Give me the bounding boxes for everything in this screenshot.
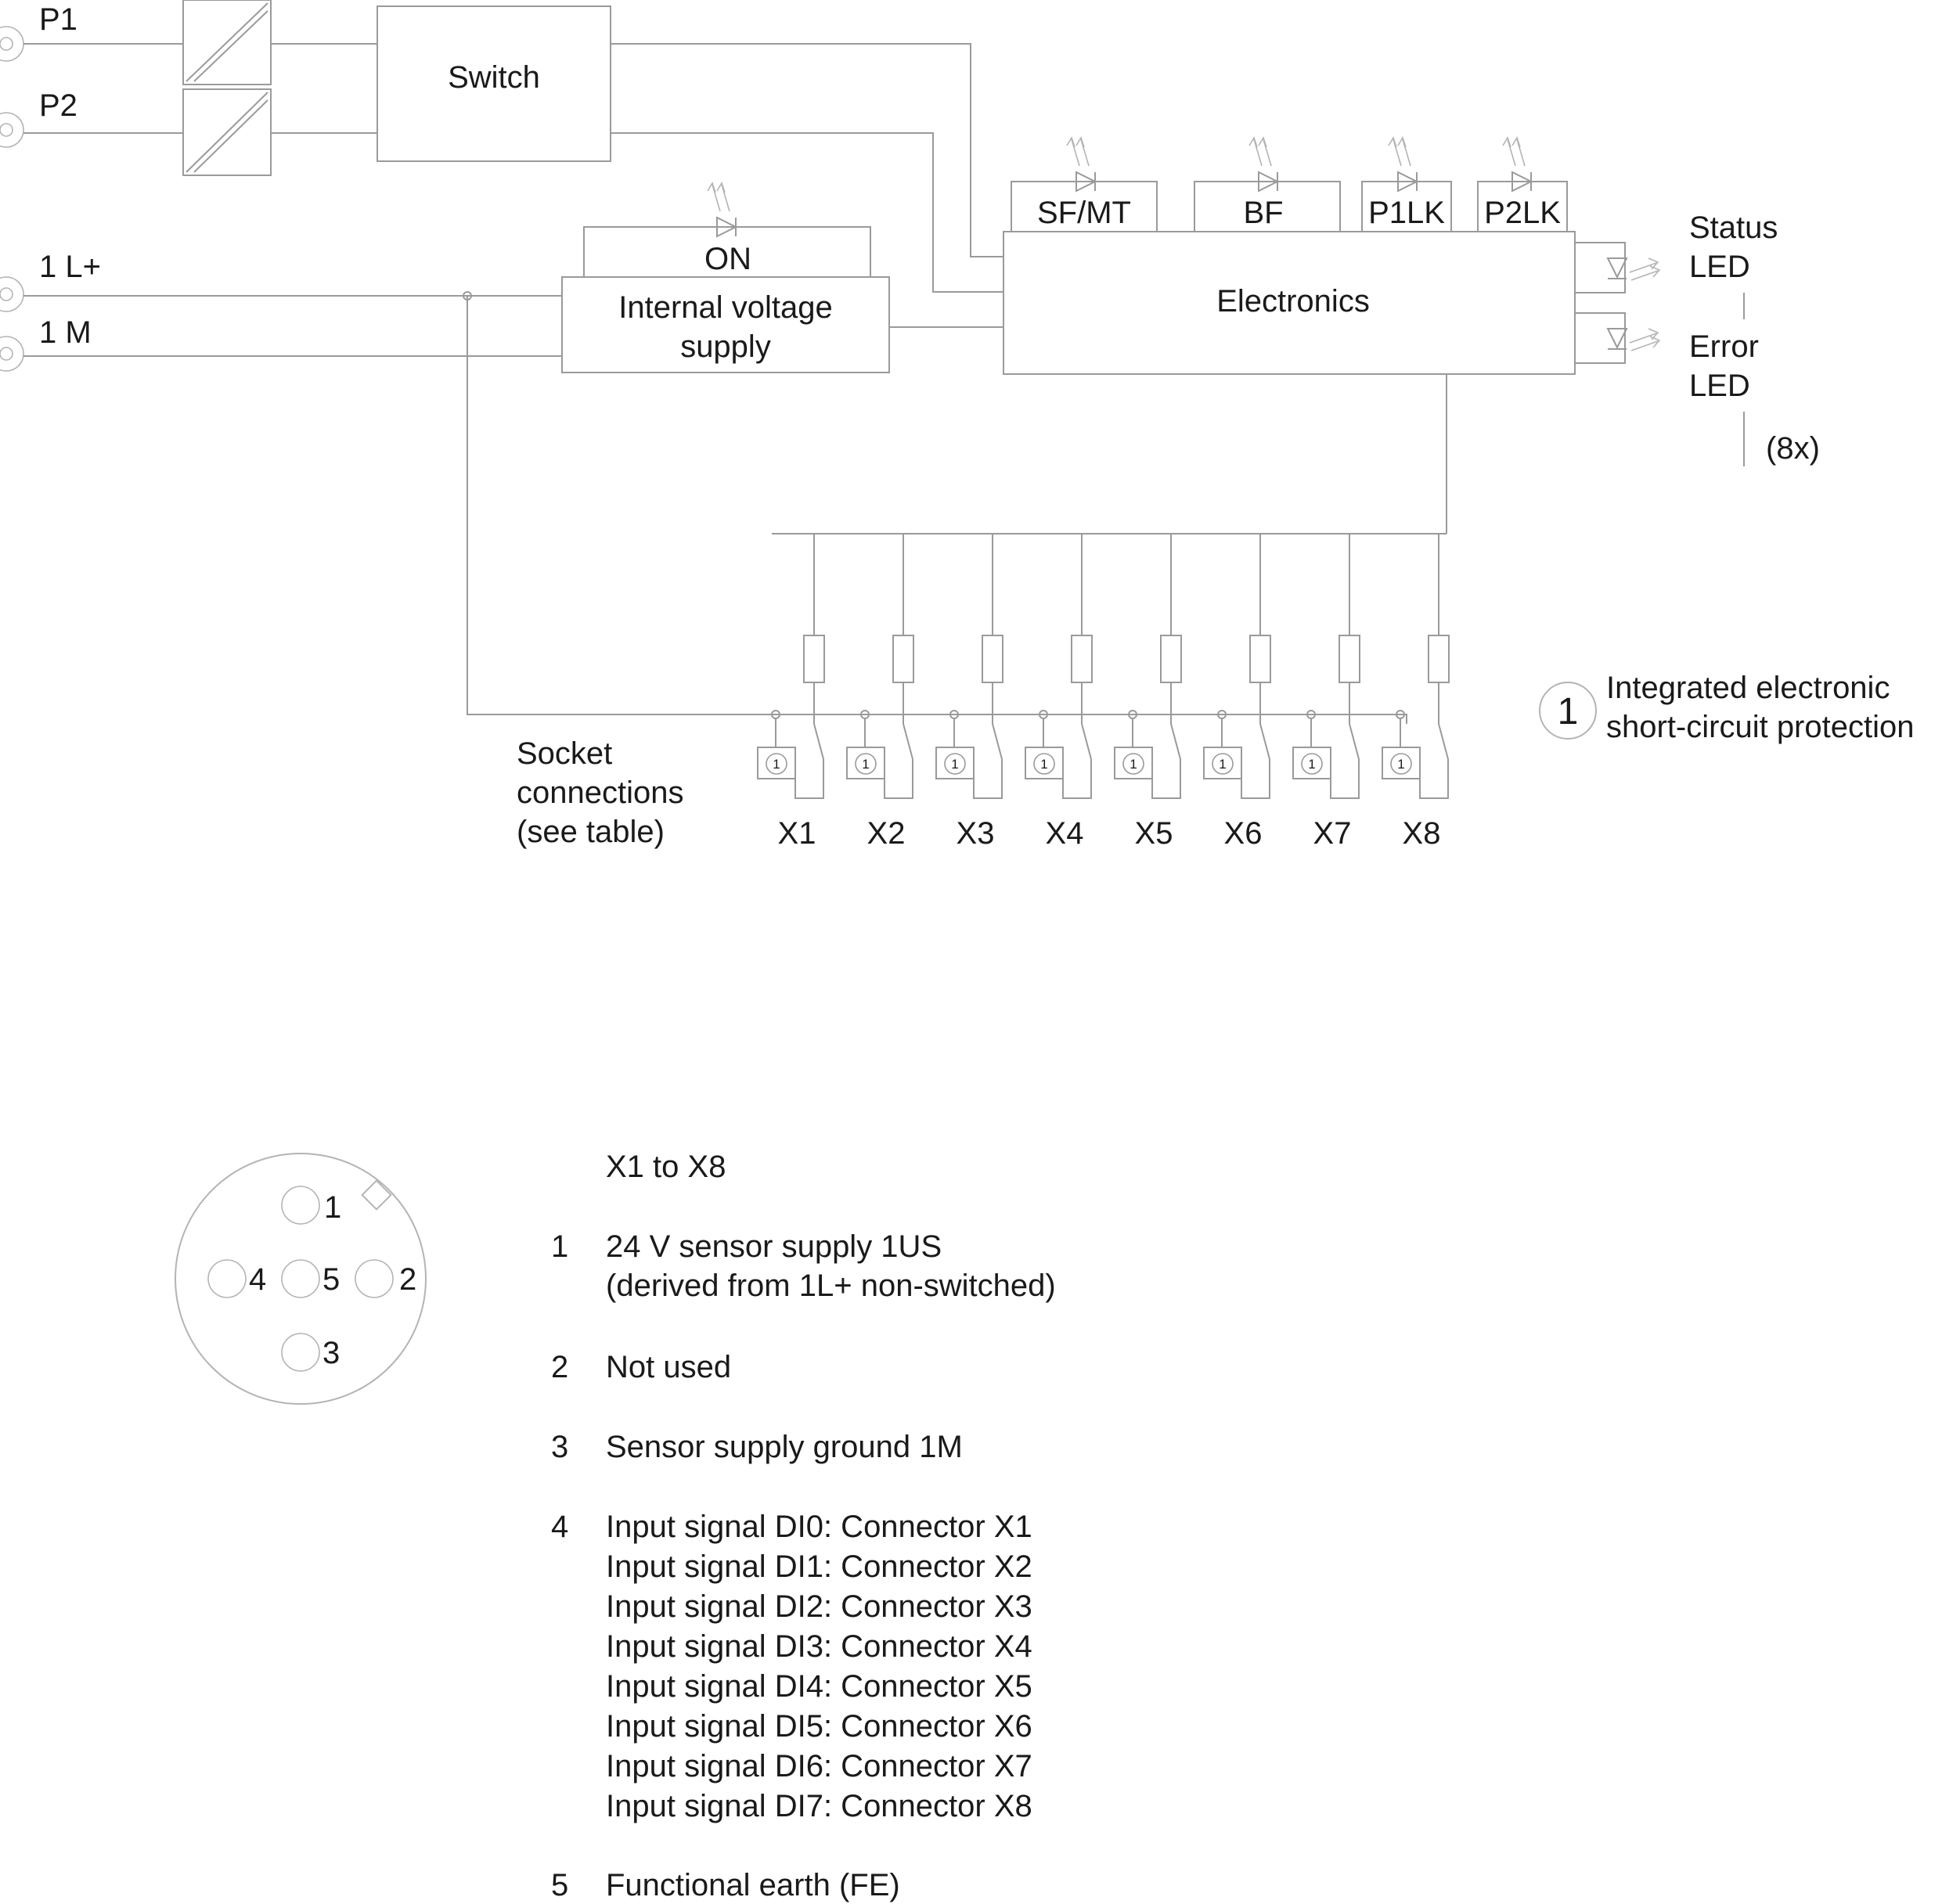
fuse-x4 [1072,635,1092,682]
supply-m-socket-icon [0,337,23,371]
protection-marker-number: 1 [1130,757,1137,772]
socket-label-x7: X7 [1313,816,1352,851]
protection-marker-number: 1 [1557,691,1579,732]
socket-label-x8: X8 [1402,816,1441,851]
pin-table-row-4-line: Input signal DI3: Connector X4 [606,1629,1032,1664]
pin-table-row-4-line: Input signal DI6: Connector X7 [606,1749,1032,1783]
socket-channel-x3 [936,534,1003,851]
fuse-x5 [1161,635,1181,682]
protection-marker-number: 1 [1308,757,1316,772]
pin-table-row-1-line: 24 V sensor supply 1US [606,1229,942,1264]
protection-marker-number: 1 [773,757,780,772]
error-led-label-line2: LED [1689,369,1750,403]
pin-3-label: 3 [322,1336,340,1370]
protection-legend-line2: short-circuit protection [1606,710,1915,744]
port-p1-socket-icon [0,27,23,61]
pin-1-label: 1 [324,1190,342,1225]
connector-face-diagram [175,1154,426,1404]
pin-table-row-1-line: (derived from 1L+ non-switched) [606,1269,1056,1303]
supply-l-plus-socket-icon [0,277,23,311]
protection-marker-number: 1 [1040,757,1048,772]
pin-table-row-4-line: Input signal DI7: Connector X8 [606,1789,1032,1823]
led-p1lk [1362,138,1451,232]
fuse-x3 [982,635,1003,682]
pin-table-row-4-line: Input signal DI4: Connector X5 [606,1669,1032,1704]
status-led-label-line2: LED [1689,250,1750,284]
psu-label-line2: supply [680,329,771,364]
pin-table-row-3-line: Sensor supply ground 1M [606,1430,963,1464]
electronics-label: Electronics [1216,284,1370,319]
socket-channel-x5 [1115,534,1181,851]
error-led-label-line1: Error [1689,329,1759,364]
pin-table-row-4-line: Input signal DI1: Connector X2 [606,1549,1032,1584]
socket-channel-x8 [1382,534,1449,851]
protection-marker-number: 1 [1219,757,1227,772]
pin-table-row-4-line: Input signal DI0: Connector X1 [606,1510,1032,1544]
led-p2lk [1478,138,1567,232]
socket-label-x5: X5 [1134,816,1173,851]
status-led-indicator [1575,243,1659,293]
pin-4-label: 4 [249,1262,267,1297]
supply-l-plus-label: 1 L+ [39,250,101,284]
supply-m-label: 1 M [39,315,92,350]
socket-channel-x7 [1293,534,1360,851]
socket-label-x3: X3 [956,816,995,851]
port-p1-label: P1 [39,2,77,37]
connector-outline [175,1154,426,1404]
socket-connections-label-line1: Socket [517,736,613,771]
socket-label-x4: X4 [1045,816,1084,851]
socket-channel-x4 [1025,534,1092,851]
socket-label-x1: X1 [777,816,816,851]
socket-channel-x2 [847,534,913,851]
protection-marker-number: 1 [1397,757,1405,772]
protection-marker-number: 1 [862,757,870,772]
socket-channel-x1 [758,534,824,851]
fuse-x7 [1339,635,1360,682]
fuse-x8 [1429,635,1449,682]
psu-label-line1: Internal voltage [618,290,833,325]
pin-table-row-2-line: Not used [606,1350,732,1384]
port-p2-socket-icon [0,113,23,147]
led-sf-mt-label: SF/MT [1037,196,1131,230]
pin-table-row-4-line: Input signal DI2: Connector X3 [606,1589,1032,1624]
led-bf [1194,138,1340,232]
pin-2-label: 2 [399,1262,417,1297]
led-count-label: (8x) [1766,431,1820,466]
led-p1lk-label: P1LK [1368,196,1445,230]
pin-table-row-1-number: 1 [551,1229,569,1264]
fuse-x1 [804,635,824,682]
pin-table-row-5-number: 5 [551,1868,569,1902]
socket-connections-label-line3: (see table) [517,815,665,849]
socket-channels [758,534,1449,851]
pin-table-header: X1 to X8 [606,1150,726,1184]
pin-table-row-2-number: 2 [551,1350,569,1384]
protection-marker-number: 1 [951,757,959,772]
pin-assignment-table [551,1150,1056,1902]
switch-label: Switch [448,60,540,95]
error-led-indicator [1575,313,1659,363]
status-led-label-line1: Status [1689,211,1778,245]
pin-table-row-5-line: Functional earth (FE) [606,1868,900,1902]
pin-table-row-4-number: 4 [551,1510,569,1544]
led-sf-mt [1011,138,1157,232]
led-p2lk-label: P2LK [1484,196,1561,230]
short-circuit-protection-legend [1540,671,1914,744]
fuse-x6 [1250,635,1270,682]
pin-table-row-3-number: 3 [551,1430,569,1464]
led-bf-label: BF [1243,196,1284,230]
fuse-x2 [893,635,913,682]
pin-table-row-4-line: Input signal DI5: Connector X6 [606,1709,1032,1744]
electronics-section [1003,138,1820,466]
port-p2-label: P2 [39,88,77,123]
socket-label-x2: X2 [867,816,906,851]
socket-connections-label-line2: connections [517,776,684,810]
protection-legend-line1: Integrated electronic [1606,671,1890,705]
channel-bus [772,374,1447,534]
on-led-label: ON [704,242,751,276]
socket-channel-x6 [1204,534,1270,851]
pin-5-label: 5 [322,1262,340,1297]
socket-label-x6: X6 [1223,816,1263,851]
